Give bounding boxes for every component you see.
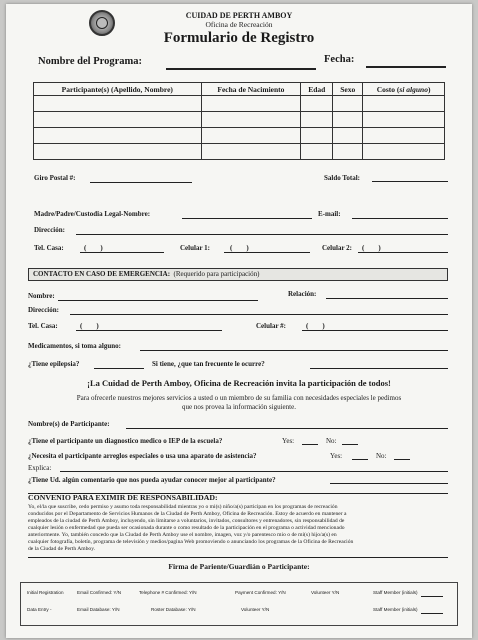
comment-field[interactable] (330, 483, 448, 484)
money-order-field[interactable] (90, 182, 192, 183)
signature-field[interactable] (28, 557, 448, 558)
registration-form (6, 4, 472, 638)
staff-initials-2-field[interactable] (421, 613, 443, 614)
city-name: CUIDAD DE PERTH AMBOY (185, 11, 293, 20)
frequency-field[interactable] (310, 368, 448, 369)
email-database: Email Database: Y/N (77, 607, 120, 612)
table-header-row (34, 83, 445, 96)
meds-field[interactable] (140, 350, 448, 351)
invite-line-1: Para ofrecerle nuestros mejores servicios a usted o un miembro de su familia con necesidades especiales le pedimos (76, 394, 402, 402)
emergency-name-label: Nombre: (28, 292, 55, 300)
balance-label: Saldo Total: (324, 174, 360, 182)
program-name-field[interactable] (166, 68, 316, 70)
cell1-field[interactable] (224, 252, 310, 253)
diagnosis-yes-field[interactable] (302, 444, 318, 445)
emergency-home-phone-label: Tel. Casa: (28, 322, 58, 330)
staff-initials-2: Staff Member (initials) (373, 607, 418, 612)
cell2-label: Celular 2: (322, 244, 353, 252)
cell2-field[interactable] (358, 252, 448, 253)
office-use-box (20, 582, 458, 626)
waiver-line: empleados de la ciudad de Perth Amboy, incluyendo, sin limitarse a voluntarios, invitados, consultores y entrenadores, sin responsabilidad de (28, 518, 345, 524)
explain-field[interactable] (60, 471, 448, 472)
guardian-name-field[interactable] (182, 218, 312, 219)
participant-names-label: Nombre(s) de Participante: (28, 420, 110, 428)
staff-initials-1: Staff Member (initials) (373, 590, 418, 595)
emergency-cell-parens: ( ) (306, 322, 325, 330)
table-row[interactable] (34, 144, 445, 160)
volunteer-2: Volunteer Y/N (241, 607, 270, 612)
email-label: E-mail: (318, 210, 341, 218)
diagnosis-no-field[interactable] (342, 444, 358, 445)
cell1-parens: ( ) (230, 244, 249, 252)
date-field[interactable] (366, 66, 446, 68)
home-phone-parens: ( ) (84, 244, 103, 252)
diagnosis-no-label: No: (326, 437, 337, 445)
epilepsy-label: ¿Tiene epilepsia? (28, 360, 80, 368)
money-order-label: Giro Postal #: (34, 174, 76, 182)
emergency-name-field[interactable] (58, 300, 258, 301)
col-birthdate: Fecha de Nacimiento (201, 83, 301, 96)
home-phone-label: Tel. Casa: (34, 244, 64, 252)
waiver-line: cualquier fotografía, boletín, programa de televisión y medios/pagina Web promoviendo o anunciando los programas de la Oficina de Recreación (28, 539, 354, 545)
invite-headline: ¡La Cuidad de Perth Amboy, Oficina de Recreación invita la participación de todos! (87, 378, 391, 388)
home-phone-field[interactable] (80, 252, 164, 253)
roster-database: Roster Database: Y/N (151, 607, 196, 612)
needs-no-label: No: (376, 452, 387, 460)
date-label: Fecha: (324, 54, 355, 65)
office-name: Oficina de Recreación (205, 20, 273, 29)
frequency-label: Si tiene, ¿que tan frecuente le ocurre? (152, 360, 265, 368)
table-row[interactable] (34, 128, 445, 144)
payment-confirmed: Payment Confirmed: Y/N (235, 590, 286, 595)
cell2-parens: ( ) (362, 244, 381, 252)
col-age: Edad (301, 83, 333, 96)
signature-label: Firma de Pariente/Guardián o Participante: (168, 562, 310, 571)
program-name-label: Nombre del Programa: (38, 56, 143, 67)
email-confirmed: Email Confirmed: Y/N (77, 590, 122, 595)
waiver-line: anteriormente. Yo, también concedo que la Ciudad de Perth Amboy use el nombre, imagen, voz y/o parentesco mio o de mi(s) hijo/a(s) en (28, 532, 337, 538)
table-row[interactable] (34, 96, 445, 112)
needs-no-field[interactable] (394, 459, 410, 460)
volunteer-1: Volunteer Y/N (311, 590, 340, 595)
needs-question: ¿Necesita el participante arreglos especiales o usa una aparato de asistencia? (28, 452, 257, 460)
initial-registration: Initial Registration (27, 590, 64, 595)
diagnosis-question: ¿Tiene el participante un diagnostico medico o IEP de la escuela? (28, 437, 223, 445)
emergency-cell-label: Celular #: (256, 322, 287, 330)
comment-question: ¿Tiene Ud. algún comentario que nos pueda ayudar conocer mejor al participante? (28, 476, 276, 484)
emergency-contact-header: CONTACTO EN CASO DE EMERGENCIA: (Requerido para participación) (28, 268, 448, 281)
relation-field[interactable] (326, 298, 448, 299)
waiver-line: cualquier lesión o enfermedad que pueda ser ocasionada durante o como resultado de la participación en el programa o actividad mencionado (28, 525, 345, 531)
guardian-address-field[interactable] (76, 234, 448, 235)
telephone-confirmed: Telephone # Confirmed: Y/N (139, 590, 197, 595)
explain-label: Explica: (28, 464, 52, 472)
emergency-home-phone-field[interactable] (76, 330, 222, 331)
table-row[interactable] (34, 112, 445, 128)
guardian-name-label: Madre/Padre/Custodia Legal-Nombre: (34, 210, 151, 218)
needs-yes-label: Yes: (330, 452, 343, 460)
waiver-header: CONVENIO PARA EXIMIR DE RESPONSABILIDAD: (28, 493, 218, 502)
staff-initials-1-field[interactable] (421, 596, 443, 597)
guardian-address-label: Dirección: (34, 226, 65, 234)
col-sex: Sexo (333, 83, 363, 96)
needs-yes-field[interactable] (352, 459, 368, 460)
relation-label: Relación: (288, 290, 317, 298)
meds-label: Medicamentos, si toma alguno: (28, 342, 121, 350)
emergency-address-label: Dirección: (28, 306, 59, 314)
emergency-address-field[interactable] (70, 314, 448, 315)
cell1-label: Celular 1: (180, 244, 211, 252)
waiver-line: conducidos por el Departamento de Servicios Humanos de la Ciudad de Perth Amboy, Oficina de Recreación. Estoy de acuerdo en mantener a (28, 511, 347, 517)
data-entry: Data Entry - (27, 607, 52, 612)
diagnosis-yes-label: Yes: (282, 437, 295, 445)
waiver-line: de la Ciudad de Perth Amboy. (28, 546, 96, 552)
participant-names-field[interactable] (126, 428, 448, 429)
form-title: Formulario de Registro (163, 30, 315, 46)
participants-table (33, 82, 445, 160)
balance-field[interactable] (372, 181, 448, 182)
epilepsy-field[interactable] (94, 368, 144, 369)
email-field[interactable] (352, 218, 448, 219)
invite-line-2: que nos provea la información siguiente. (182, 403, 296, 411)
emergency-home-phone-parens: ( ) (80, 322, 99, 330)
col-cost: Costo (si alguno) (363, 83, 445, 96)
emergency-cell-field[interactable] (302, 330, 448, 331)
col-participant: Participante(s) (Apellido, Nombre) (34, 83, 202, 96)
waiver-line: Yo, el/la que suscribe, cedo permiso y asumo toda responsabilidad mientras yo o mi(s) niño/a(s) participan en los programas de recreación (28, 504, 338, 510)
